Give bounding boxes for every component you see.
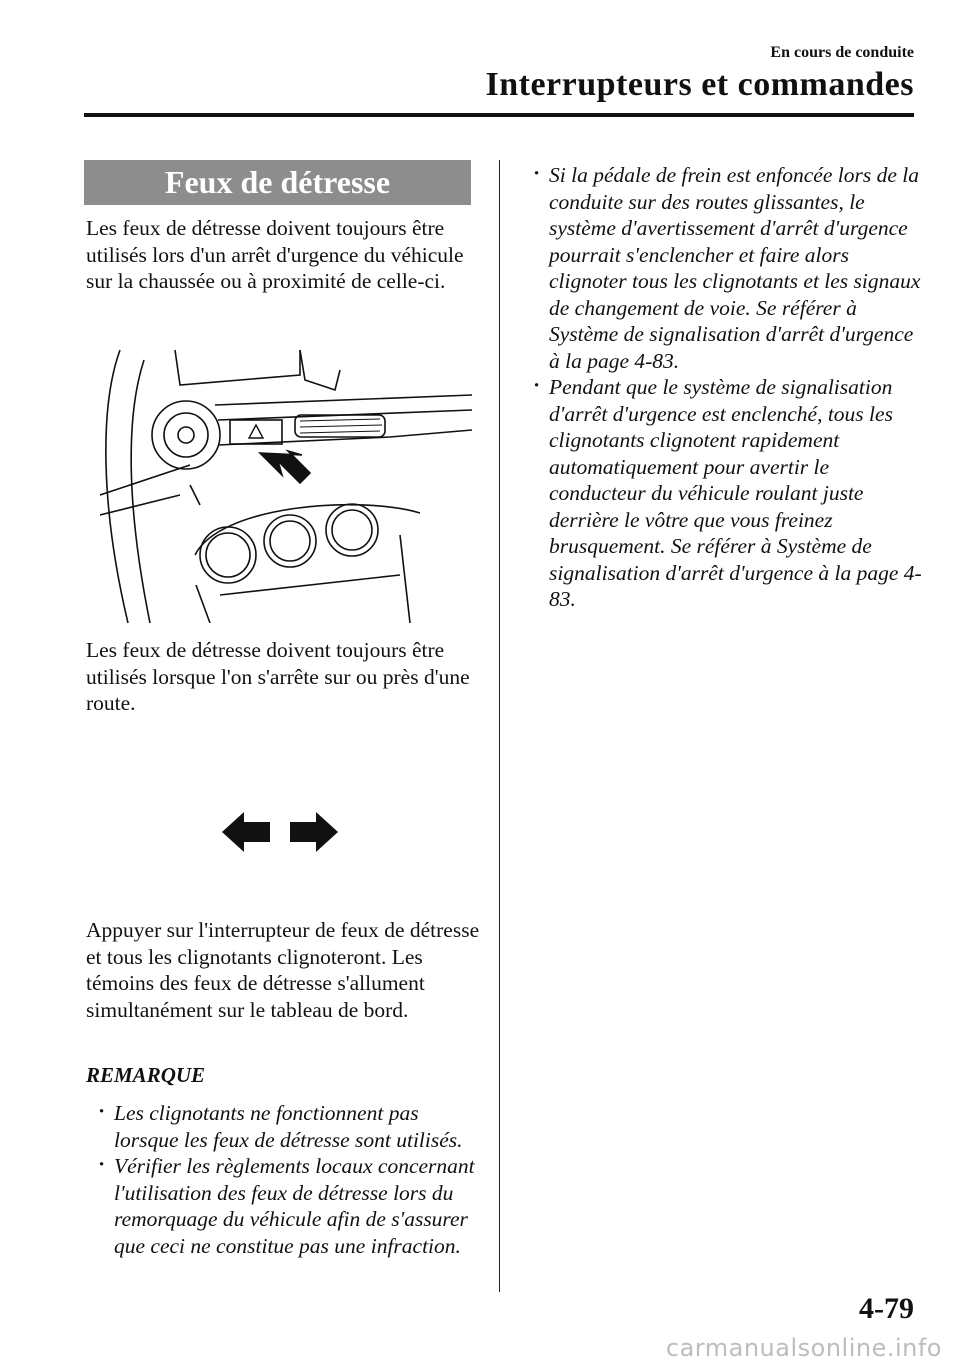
hazard-switch-dashboard-illustration [100,345,472,623]
intro-paragraph: Les feux de détresse doivent toujours être utilisés lors d'un arrêt d'urgence du véhicule sur la chaussée ou à proximité de celle-ci. [86,216,464,293]
hazard-triangle-icon [249,425,263,438]
left-arrow-icon [222,812,270,852]
page-number: 4-79 [859,1292,914,1325]
usage-paragraph: Les feux de détresse doivent toujours être utilisés lorsque l'on s'arrête sur ou près d'une route. [86,638,470,715]
column-divider [499,160,500,1292]
right-column-list [527,162,922,613]
header-rule [84,113,914,117]
section-banner: Feux de détresse [84,160,471,205]
list-item: · Vérifier les règlements locaux concernant l'utilisation des feux de détresse lors du remorquage du véhicule afin de s'assurer que ceci ne constitue pas une infraction. [92,1153,487,1259]
list-item: · Si la pédale de frein est enfoncée lors de la conduite sur des routes glissantes, le système d'avertissement d'arrêt d'urgence pourrait s'enclencher et faire alors clignoter tous les clignotants et les signaux de changement de voie. Se référer à Système de signalisation d'arrêt d'urgence à la page 4-83. [527,162,922,374]
list-item: · Pendant que le système de signalisation d'arrêt d'urgence est enclenché, tous les clignotants clignotent rapidement automatiquement pour avertir le conducteur du véhicule roulant juste derrière le vôtre que vous freinez brusquement. Se référer à Système de signalisation d'arrêt d'urgence à la page 4-83. [527,374,922,613]
chapter-title: Interrupteurs et commandes [485,66,914,103]
remarque-list [92,1100,487,1259]
list-item: · Les clignotants ne fonctionnent pas lorsque les feux de détresse sont utilisés. [92,1100,487,1153]
turn-signal-arrows-icon [220,810,340,854]
press-paragraph: Appuyer sur l'interrupteur de feux de détresse et tous les clignotants clignoteront. Les témoins des feux de détresse s'allument simultanément sur le tableau de bord. [86,918,480,1022]
watermark: carmanualsonline.info [665,1334,942,1362]
remarque-label: REMARQUE [86,1063,206,1087]
right-arrow-icon [290,812,338,852]
section-header: En cours de conduite [770,44,914,61]
